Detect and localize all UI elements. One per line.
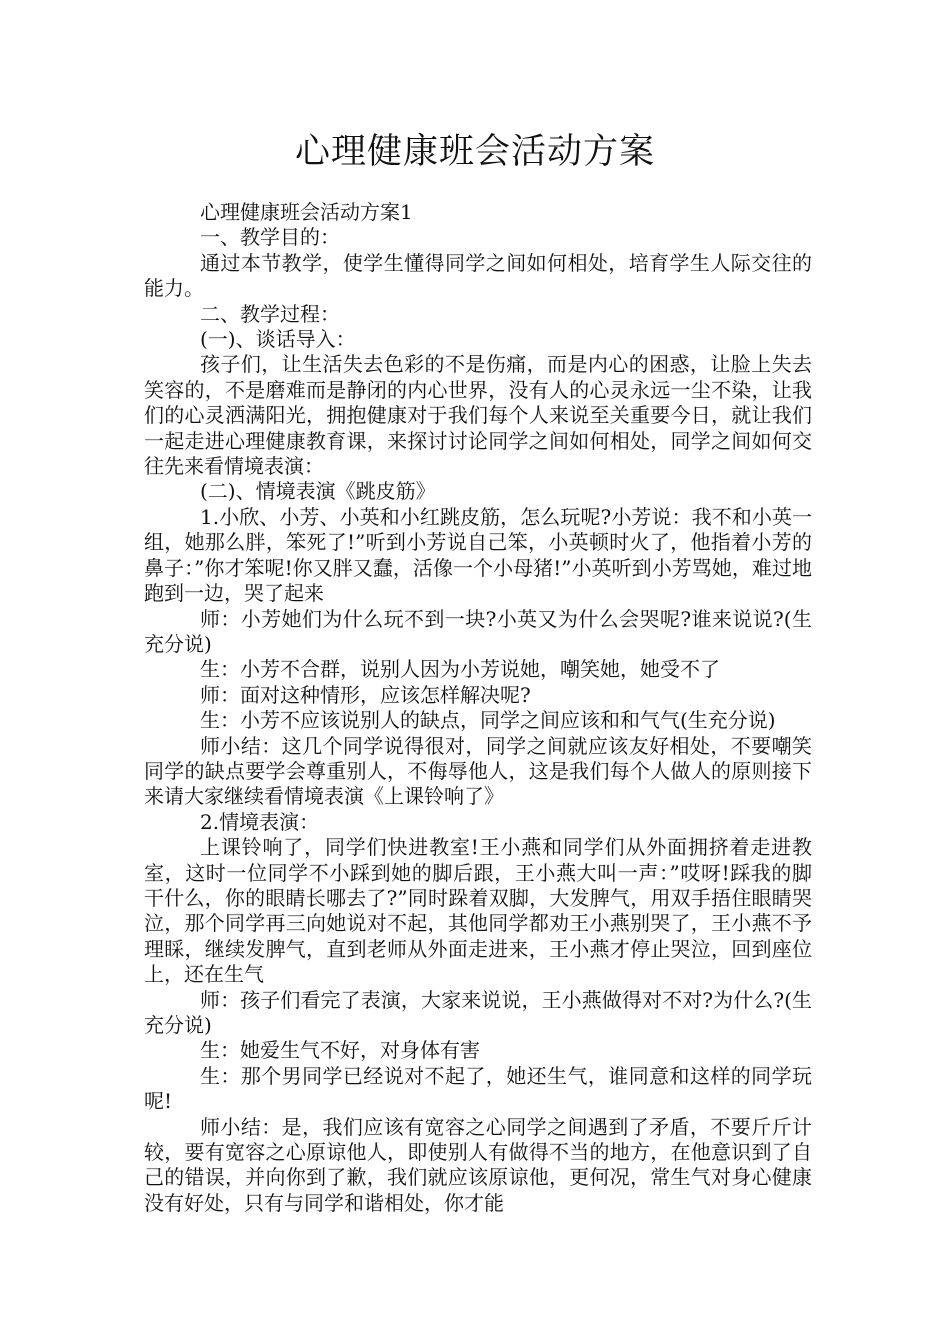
document-title: 心理健康班会活动方案 (294, 132, 655, 172)
subsection-heading-intro: (一)、谈话导入： (200, 327, 356, 352)
dialogue-paragraph: 师：小芳她们为什么玩不到一块?小英又为什么会哭呢?谁来说说?(生充分说) (144, 606, 812, 656)
dialogue-paragraph: 生：小芳不合群，说别人因为小芳说她，嘲笑她，她受不了 (200, 657, 720, 682)
body-paragraph: 通过本节教学，使学生懂得同学之间如何相处，培育学生人际交往的能力。 (144, 250, 812, 301)
subsection-heading-scenario-2: 2.情境表演： (200, 809, 320, 834)
summary-paragraph: 师小结：这几个同学说得很对，同学之间就应该友好相处，不要嘲笑同学的缺点要学会尊重别人，不侮辱他人，这是我们每个人做人的原则接下来请大家继续看情境表演《上课铃响了》 (144, 733, 812, 809)
document-body (144, 200, 812, 1216)
subsection-heading-scenario: (二)、情境表演《跳皮筋》 (200, 479, 436, 504)
section-heading-objective: 一、教学目的： (200, 225, 340, 250)
body-paragraph: 上课铃响了，同学们快进教室!王小燕和同学们从外面拥挤着走进教室，这时一位同学不小踩到她的脚后跟，王小燕大叫一声：”哎呀!踩我的脚干什么，你的眼睛长哪去了?”同时跺着双脚，大发脾气，用双手捂住眼睛哭泣，那个同学再三向她说对不起，其他同学都劝王小燕别哭了，王小燕不予理睬，继续发脾气，直到老师从外面走进来，王小燕才停止哭泣，回到座位上，还在生气 (144, 835, 812, 987)
body-paragraph: 孩子们，让生活失去色彩的不是伤痛，而是内心的困惑，让脸上失去笑容的，不是磨难而是静闭的内心世界，没有人的心灵永远一尘不染，让我们的心灵洒满阳光，拥抱健康对于我们每个人来说至关重要今日，就让我们一起走进心理健康教育课，来探讨讨论同学之间如何相处，同学之间如何交往先来看情境表演： (144, 352, 812, 479)
dialogue-paragraph: 生：小芳不应该说别人的缺点，同学之间应该和和气气(生充分说) (200, 708, 776, 733)
dialogue-paragraph: 生：那个男同学已经说对不起了，她还生气，谁同意和这样的同学玩呢! (144, 1063, 812, 1114)
subtitle-paragraph: 心理健康班会活动方案1 (200, 200, 413, 224)
dialogue-paragraph: 师：面对这种情形，应该怎样解决呢? (200, 682, 531, 707)
dialogue-paragraph: 生：她爱生气不好，对身体有害 (200, 1038, 480, 1063)
summary-paragraph: 师小结：是，我们应该有宽容之心同学之间遇到了矛盾，不要斤斤计较，要有宽容之心原谅他人，即使别人有做得不当的地方，在他意识到了自己的错误，并向你到了歉，我们就应该原谅他，更何况，常生气对身心健康没有好处，只有与同学和谐相处，你才能 (144, 1114, 812, 1215)
dialogue-paragraph: 师：孩子们看完了表演，大家来说说，王小燕做得对不对?为什么?(生充分说) (144, 987, 812, 1037)
body-paragraph: 1.小欣、小芳、小英和小红跳皮筋，怎么玩呢?小芳说：我不和小英一组，她那么胖，笨死了!”听到小芳说自己笨，小英顿时火了，他指着小芳的鼻子：”你才笨呢!你又胖又蠢，活像一个小母猪!”小英听到小芳骂她，难过地跑到一边，哭了起来 (144, 504, 812, 606)
section-heading-process: 二、教学过程： (200, 301, 340, 326)
